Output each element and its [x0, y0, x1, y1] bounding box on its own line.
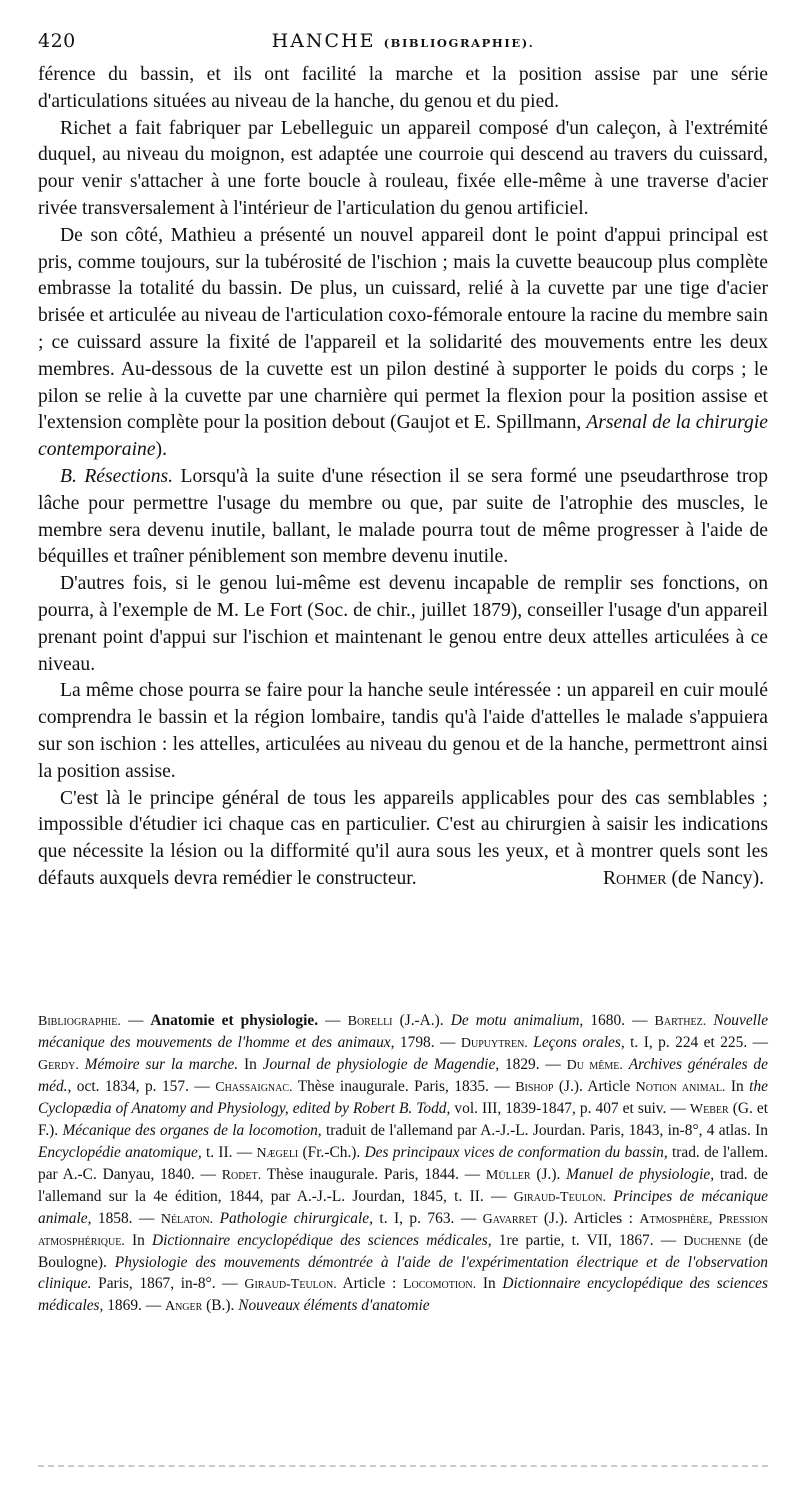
bib-author: Weber [689, 1102, 729, 1118]
paragraph-text: ). [155, 439, 167, 461]
main-text [38, 62, 768, 893]
bib-text: trad. de l'allemand sur la 4e édition, 1844, par A.-J.-L. Jourdan, 1845, t. II. — [38, 1165, 768, 1205]
page-number: 420 [38, 30, 76, 52]
bib-author: Gerdy. [38, 1058, 79, 1074]
bib-title: Des principaux vices de conformation du bassin, [364, 1143, 668, 1161]
bib-text: 1798. — [394, 1034, 461, 1052]
author-place: (de Nancy). [671, 867, 764, 889]
bib-text: 1869. — [103, 1297, 165, 1315]
paragraph: Richet a fait fabriquer par Lebelleguic un appareil composé d'un caleçon, à l'extrémité duquel, au niveau du moignon, est adaptée une courroie qui descend au travers du cuissard, pour venir s'attacher à une forte boucle à rouleau, fixée elle-même à une traverse d'acier rivée transversalement à l'intérieur de l'articulation du genou artificiel. [38, 117, 768, 219]
bib-article: Notion animal. [635, 1080, 726, 1096]
bib-title: Nouvelle mécanique des mouvements de l'homme et des animaux, [38, 1012, 769, 1052]
bib-text: (J.). Articles : [537, 1209, 640, 1227]
bib-text: Article : [336, 1275, 403, 1293]
bib-title: Journal de physiologie de Magendie, [262, 1056, 500, 1074]
bibliography: Bibliographie. — Anatomie et physiologie. — Borelli (J.-A.). De motu animalium, 1680. — Barthez. Nouvelle mécanique des mouvements de l'homme et des animaux, 1798. — Dupuytren. Leçons orales, t. I, p. 224 et 225. — Gerdy. Mémoire sur la marche. In Journal de physiologie de Magendie, 1829. — Du même. Archives générales de méd., oct. 1834, p. 157. — Chassaignac. Thèse inaugurale. Paris, 1835. — Bishop (J.). Article Notion animal. In the Cyclopædia of Anatomy and Physiology, edited by Robert B. Todd, vol. III, 1839-1847, p. 407 et suiv. — Weber (G. et F.). Mécanique des organes de la locomotion, traduit de l'allemand par A.-J.-L. Jourdan. Paris, 1843, in-8°, 4 atlas. In Encyclopédie anatomique, t. II. — Nægeli (Fr.-Ch.). Des principaux vices de conformation du bassin, trad. de l'allem. par A.-C. Danyau, 1840. — Rodet. Thèse inaugurale. Paris, 1844. — Müller (J.). Manuel de physiologie, trad. de l'allemand sur la 4e édition, 1844, par A.-J.-L. Jourdan, 1845, t. II. — Giraud-Teulon. Principes de mécanique animale, 1858. — Nélaton. Pathologie chirurgicale, t. I, p. 763. — Gavarret (J.). Articles : Atmosphère, Pression atmosphérique. In Dictionnaire encyclopédique des sciences médicales, 1re partie, t. VII, 1867. — Duchenne (de Boulogne). Physiologie des mouvements démontrée à l'aide de l'expérimentation électrique et de l'observation clinique. Paris, 1867, in-8°. — Giraud-Teulon. Article : Locomotion. In Dictionnaire encyclopédique des sciences médicales, 1869. — Anger (B.). Nouveaux éléments d'anatomie [38, 1012, 769, 1315]
bib-author: Rodet. [221, 1167, 262, 1183]
bib-author: Borelli [347, 1014, 393, 1029]
bibliography-heading: Bibliographie. [38, 1014, 121, 1029]
bib-text: t. II. — [201, 1143, 257, 1161]
paragraph: C'est là le principe général de tous les appareils applicables pour des cas semblables ; impossible d'étudier ici chaque cas en particulier. C'est au chirurgien à saisir les indications que nécessite la lésion ou la difformité qu'il aura sous les yeux, et à montrer quels sont les défauts auxquels devra remédier le constructeur. [38, 787, 768, 889]
author-name: Rohmer [602, 867, 667, 889]
bib-title: Leçons orales, [533, 1034, 625, 1052]
section-label: B. Résections. [60, 465, 174, 487]
paragraph: D'autres fois, si le genou lui-même est devenu incapable de remplir ses fonctions, on pourra, à l'exemple de M. Le Fort (Soc. de chir., juillet 1879), conseiller l'usage d'un appareil prenant point d'appui sur l'ischion et maintenant le genou entre deux attelles articulées à ce niveau. [38, 573, 768, 675]
bib-author: Duchenne [683, 1233, 742, 1249]
bib-title: Archives générales de méd., [38, 1056, 768, 1096]
bib-author: Bishop [515, 1080, 554, 1096]
bib-text: (G. et F.). [38, 1100, 768, 1140]
bib-author: Giraud-Teulon. [513, 1189, 606, 1205]
bottom-rule [38, 1465, 768, 1471]
bib-text: (B.). [202, 1297, 239, 1315]
bibliography-section-title: Anatomie et physiologie. [150, 1012, 319, 1029]
bib-text: trad. de l'allem. par A.-C. Danyau, 1840. — [38, 1143, 768, 1183]
bib-author: Nægeli [256, 1145, 299, 1161]
bib-author: Barthez. [654, 1014, 707, 1029]
bib-author: Du même. [566, 1058, 623, 1074]
running-header [38, 30, 768, 54]
bib-article: Atmosphère, Pression atmosphérique. [38, 1211, 768, 1249]
bib-title: Manuel de physiologie, [566, 1165, 715, 1183]
running-title [38, 30, 768, 52]
bibliography-separator: — [127, 1012, 151, 1029]
bib-author: Dupuytren. [460, 1036, 528, 1052]
bib-title: Nouveaux éléments d'anatomie [238, 1297, 430, 1315]
bib-text: oct. 1834, p. 157. — [71, 1078, 216, 1096]
bib-author: Gavarret [482, 1211, 538, 1227]
bib-text: In [124, 1231, 152, 1249]
bib-author: Giraud-Teulon. [244, 1277, 337, 1293]
bib-text: (J.-A.). [392, 1012, 451, 1029]
paragraph [38, 464, 768, 571]
bib-title: Principes de mécanique animale, [38, 1187, 768, 1227]
paragraph: férence du bassin, et ils ont facilité la marche et la position assise par une série d'articulations situées au niveau de la hanche, du genou et du pied. [38, 64, 768, 112]
bib-text: vol. III, 1839-1847, p. 407 et suiv. — [450, 1100, 690, 1118]
bib-text: Thèse inaugurale. Paris, 1835. — [292, 1078, 516, 1096]
paragraph: La même chose pourra se faire pour la hanche seule intéressée : un appareil en cuir moulé comprendra le bassin et la région lombaire, tandis qu'à l'aide d'attelles le malade s'appuiera sur son ischion : les attelles, articulées au niveau du genou et de la hanche, permettront ainsi la position assise. [38, 680, 768, 782]
bib-text: (J.). [530, 1165, 567, 1183]
bib-text: 1680. — [583, 1012, 655, 1029]
bib-text: t. I, p. 763. — [372, 1209, 483, 1227]
bib-author: Chassaignac. [215, 1080, 293, 1096]
running-title-sub: (BIBLIOGRAPHIE). [383, 36, 535, 50]
citation-title: Arsenal de la chirurgie contemporaine [38, 412, 768, 461]
bib-text: In [476, 1275, 503, 1293]
bib-author: Müller [485, 1167, 531, 1183]
bib-text: 1re partie, t. VII, 1867. — [491, 1231, 684, 1249]
bib-text: In [725, 1078, 750, 1096]
bib-title: Physiologie des mouvements démontrée à l'aide de l'expérimentation électrique et de l'observation clinique. [38, 1254, 768, 1293]
bib-title: Dictionnaire encyclopédique des sciences médicales, [151, 1231, 492, 1249]
running-title-main: HANCHE [271, 30, 376, 52]
paragraph [38, 223, 768, 464]
bib-text: 1829. — [499, 1056, 567, 1074]
bib-text: 1858. — [91, 1209, 161, 1227]
bib-title: De motu animalium, [450, 1012, 584, 1029]
paragraph-text: Lorsqu'à la suite d'une résection il se sera formé une pseudarthrose trop lâche pour permettre l'usage du membre ou que, par suite de l'atrophie des muscles, le membre sera devenu inutile, ballant, le malade pourra tout de même progresser à l'aide de béquilles et traîner péniblement son membre devenu inutile. [38, 465, 768, 568]
bib-title: Dictionnaire encyclopédique des sciences médicales, [38, 1275, 768, 1315]
bib-title: Pathologie chirurgicale, [219, 1209, 373, 1227]
bib-text: t. I, p. 224 et 225. — [624, 1034, 769, 1052]
bib-title: Mémoire sur la marche. [84, 1056, 239, 1074]
bib-title: the Cyclopædia of Anatomy and Physiology, edited by Robert B. Todd, [38, 1078, 768, 1118]
bib-text: (Fr.-Ch.). [298, 1143, 365, 1161]
bib-text: Paris, 1867, in-8°. — [91, 1275, 245, 1293]
bib-title: Encyclopédie anatomique, [38, 1143, 202, 1161]
bib-title: Mécanique des organes de la locomotion, [62, 1122, 322, 1140]
bib-text: In [238, 1056, 263, 1074]
bib-text: traduit de l'allemand par A.-J.-L. Jourdan. Paris, 1843, in-8°, 4 atlas. In [321, 1122, 768, 1140]
bib-author: Nélaton. [160, 1211, 214, 1227]
bib-author: Anger [164, 1299, 203, 1315]
bib-text: (de Boulogne). [38, 1231, 769, 1272]
bib-text: Thèse inaugurale. Paris, 1844. — [261, 1165, 486, 1183]
paragraph-text: De son côté, Mathieu a présenté un nouvel appareil dont le point d'appui principal est pris, comme toujours, sur la tubérosité de l'ischion ; mais la cuvette beaucoup plus complète embrasse la totalité du bassin. De plus, un cuissard, relié à la cuvette par une tige d'acier brisée et articulée au niveau de l'articulation coxo-fémorale entoure la racine du membre sain ; ce cuissard assure la fixité de l'appareil et la solidarité des mouvements entre les deux membres. Au-dessous de la cuvette est un pilon destiné à supporter le poids du corps ; le pilon se relie à la cuvette par une charnière qui permet la flexion pour la position assise et l'extension complète pour la position debout (Gaujot et E. Spillmann, [38, 224, 768, 434]
bib-text: (J.). Article [553, 1078, 636, 1096]
bib-article: Locomotion. [402, 1277, 477, 1293]
